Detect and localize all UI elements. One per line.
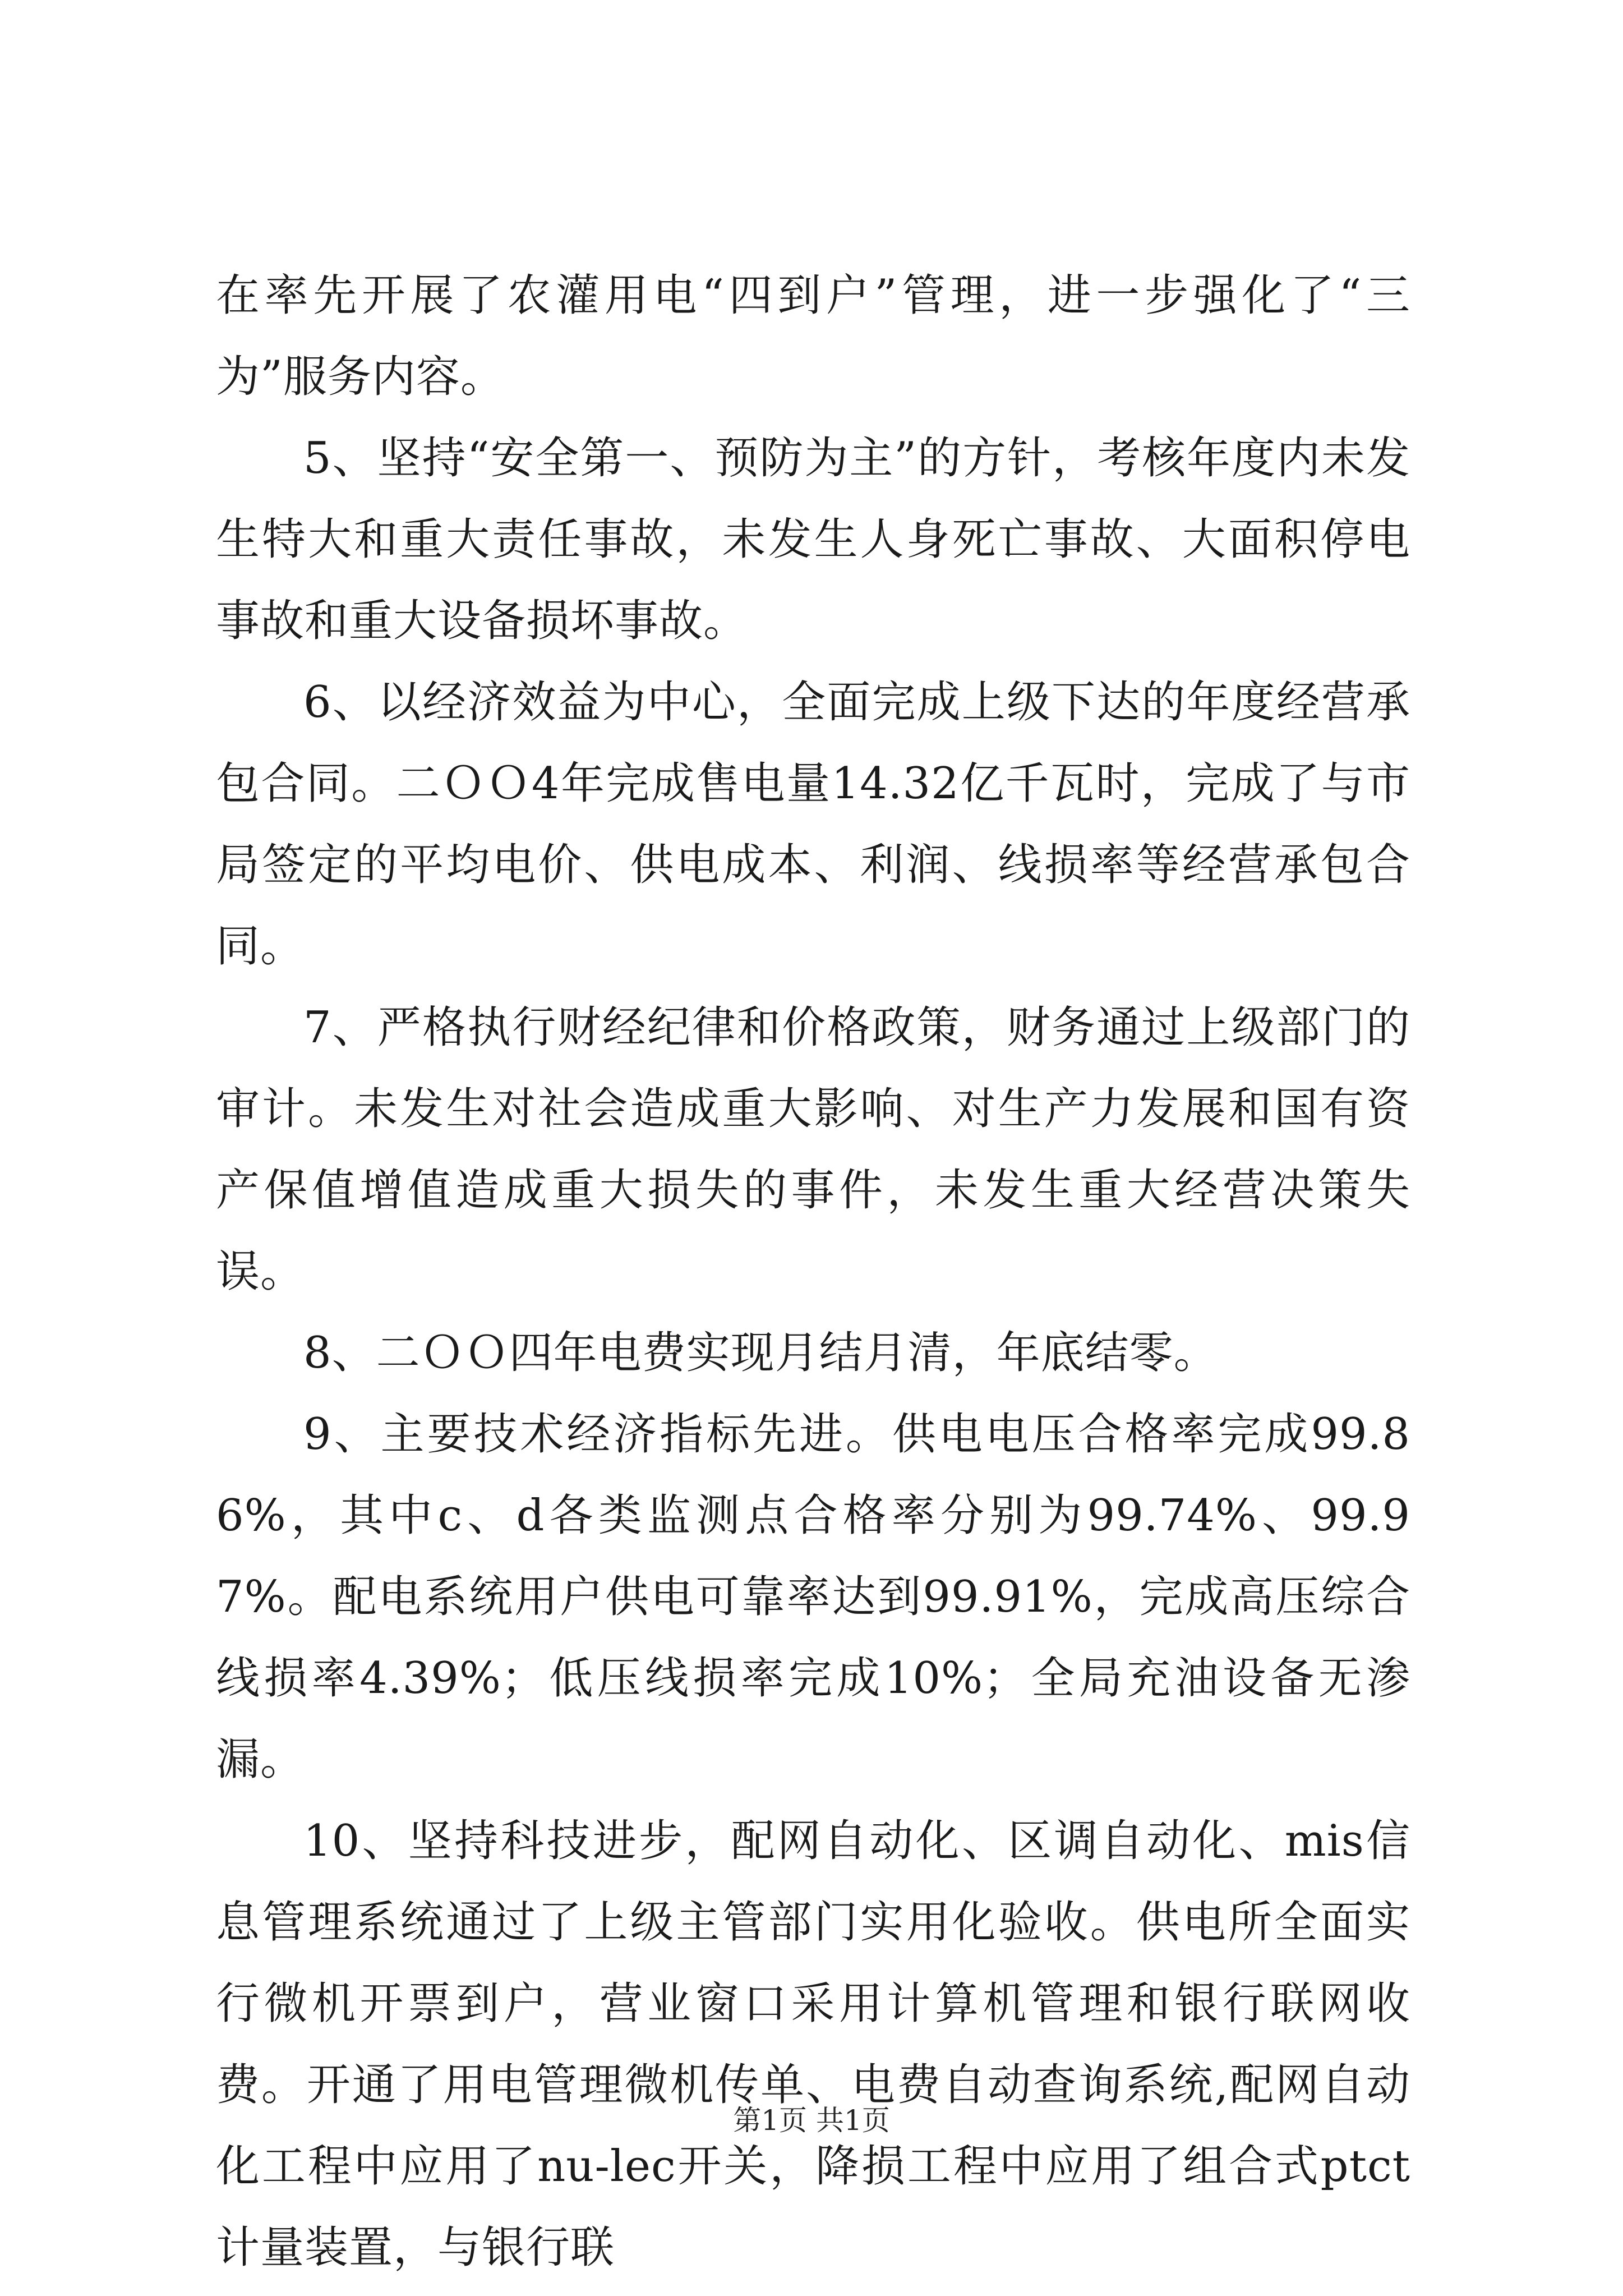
paragraph-item-7: 7、严格执行财经纪律和价格政策，财务通过上级部门的审计。未发生对社会造成重大影响、对生产力发展和国有资产保值增值造成重大损失的事件，未发生重大经营决策失误。 [216, 1002, 1410, 1297]
paragraph-item-10: 10、坚持科技进步，配网自动化、区调自动化、mis信息管理系统通过了上级主管部门实用化验收。供电所全面实行微机开票到户，营业窗口采用计算机管理和银行联网收费。开通了用电管理微机传单、电费自动查询系统,配网自动化工程中应用了nu-lec开关，降损工程中应用了组合式ptct计量装置，与银行联 [216, 1816, 1410, 2273]
paragraph-continuation: 在率先开展了农灌用电“四到户”管理，进一步强化了“三为”服务内容。 [216, 270, 1410, 402]
paragraph-item-5: 5、坚持“安全第一、预防为主”的方针，考核年度内未发生特大和重大责任事故，未发生人身死亡事故、大面积停电事故和重大设备损坏事故。 [216, 433, 1410, 646]
paragraph-item-9: 9、主要技术经济指标先进。供电电压合格率完成99.86%，其中c、d各类监测点合格率分别为99.74%、99.97%。配电系统用户供电可靠率达到99.91%，完成高压综合线损率4.39%；低压线损率完成10%；全局充油设备无渗漏。 [216, 1409, 1410, 1785]
page-footer: 第1页 共1页 [733, 2104, 890, 2137]
paragraph-item-6: 6、以经济效益为中心，全面完成上级下达的年度经营承包合同。二ＯＯ4年完成售电量14.32亿千瓦时，完成了与市局签定的平均电价、供电成本、利润、线损率等经营承包合同。 [216, 677, 1410, 972]
document-body [216, 255, 1410, 2289]
paragraph-item-8: 8、二ＯＯ四年电费实现月结月清，年底结零。 [303, 1328, 1218, 1378]
